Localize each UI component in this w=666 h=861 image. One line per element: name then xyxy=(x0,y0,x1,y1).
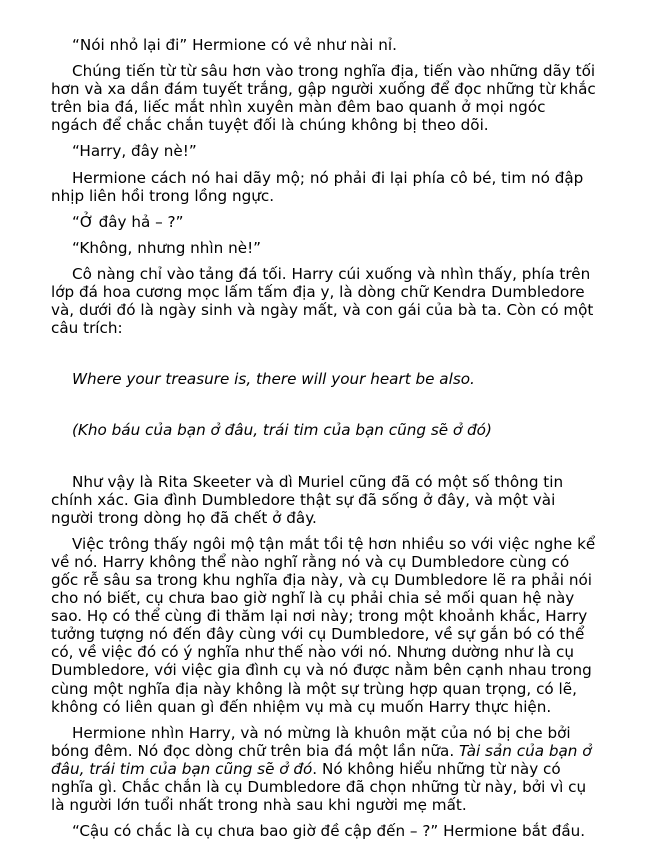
paragraph: “Ở đây hả – ?” xyxy=(72,212,184,231)
paragraph xyxy=(51,724,596,814)
paragraph-text: Hermione nhìn Harry, và nó mừng là khuôn mặt của nó bị che bởi bóng đêm. Nó đọc dòng chữ trên bia đá một lần nữa. xyxy=(51,723,571,760)
inline-quote: Tài sản của bạn ở đâu, trái tim của bạn cũng sẽ ở đó xyxy=(51,741,592,778)
epitaph-quote-vietnamese: (Kho báu của bạn ở đâu, trái tim của bạn cũng sẽ ở đó) xyxy=(72,421,492,440)
paragraph: “Cậu có chắc là cụ chưa bao giờ đề cập đến – ?” Hermione bắt đầu. xyxy=(72,822,586,841)
paragraph: “Nói nhỏ lại đi” Hermione có vẻ như nài nỉ. xyxy=(72,36,397,54)
document-page xyxy=(51,36,596,848)
paragraph: “Không, nhưng nhìn nè!” xyxy=(72,238,262,257)
paragraph: Chúng tiến từ từ sâu hơn vào trong nghĩa địa, tiến vào những dãy tối hơn và xa dần đám tuyết trắng, gập người xuống để đọc những từ khắc trên bia đá, liếc mắt nhìn xuyên màn đêm bao quanh ở mọi ngóc ngách để chắc chắn tuyệt đối là chúng không bị theo dõi. xyxy=(51,62,596,135)
epitaph-quote-english: Where your treasure is, there will your heart be also. xyxy=(72,370,475,389)
paragraph: Hermione cách nó hai dãy mộ; nó phải đi lại phía cô bé, tim nó đập nhịp liên hồi trong lồng ngực. xyxy=(51,168,584,205)
paragraph: Việc trông thấy ngôi mộ tận mắt tồi tệ hơn nhiều so với việc nghe kể về nó. Harry không thể nào nghĩ rằng nó và cụ Dumbledore cùng có gốc rễ sâu sa trong khu nghĩa địa này, và cụ Dumbledore lẽ ra phải nói cho nó biết, cụ chưa bao giờ nghĩ là cụ phải chia sẻ mối quan hệ này sao. Họ có thể cùng đi thăm lại nơi này; trong một khoảnh khắc, Harry tưởng tượng nó đến đây cùng với cụ Dumbledore, về sự gắn bó có thể có, về việc đó có ý nghĩa như thế nào với nó. Nhưng dường như là cụ Dumbledore, với việc gia đình cụ và nó được nằm bên cạnh nhau trong cùng một nghĩa địa này không là một sự trùng hợp quan trọng, có lẽ, không có liên quan gì đến nhiệm vụ mà cụ muốn Harry thực hiện. xyxy=(51,534,596,716)
paragraph: “Harry, đây nè!” xyxy=(72,142,197,161)
paragraph: Cô nàng chỉ vào tảng đá tối. Harry cúi xuống và nhìn thấy, phía trên lớp đá hoa cương mọc lấm tấm địa y, là dòng chữ Kendra Dumbledore và, dưới đó là ngày sinh và ngày mất, và con gái của bà ta. Còn có một câu trích: xyxy=(51,264,594,338)
paragraph-text: . Nó không hiểu những từ này có nghĩa gì. Chắc chắn là cụ Dumbledore đã chọn những từ này, bởi vì cụ là người lớn tuổi nhất trong nhà sau khi người mẹ mất. xyxy=(51,759,587,815)
paragraph: Như vậy là Rita Skeeter và dì Muriel cũng đã có một số thông tin chính xác. Gia đình Dumbledore thật sự đã sống ở đây, và một vài người trong dòng họ đã chết ở đây. xyxy=(51,472,564,527)
